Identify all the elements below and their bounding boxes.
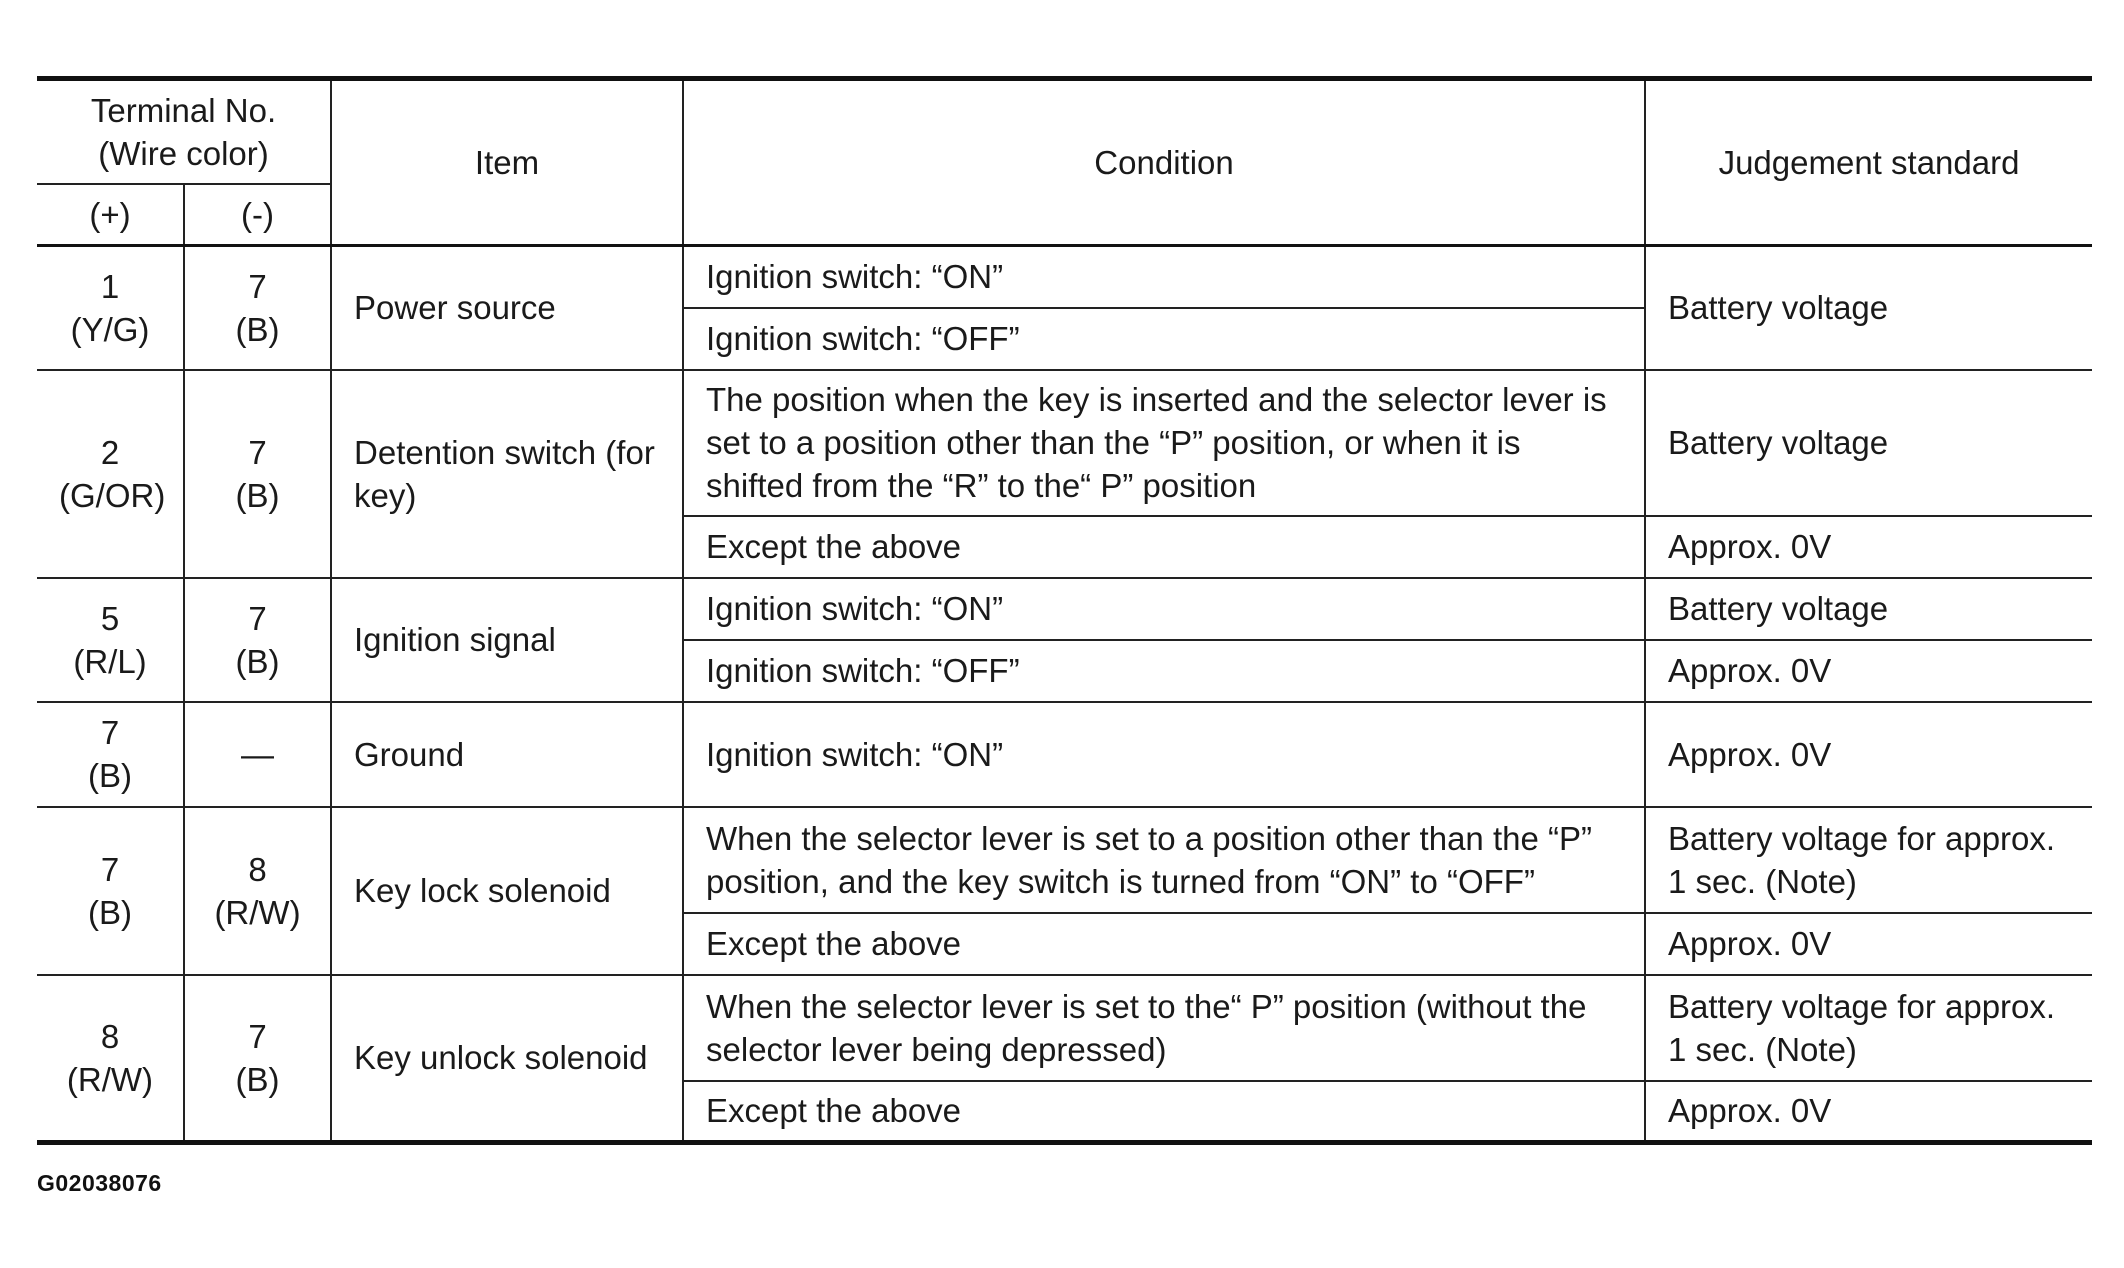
minus-terminal-cell: 7 (B) [184, 246, 331, 370]
judgement-header: Judgement standard [1645, 79, 2092, 246]
terminal-inspection-table [37, 76, 2092, 1145]
table-row [37, 807, 2092, 913]
judgement-cell: Battery voltage [1645, 578, 2092, 640]
judgement-cell: Approx. 0V [1645, 640, 2092, 702]
table-row [37, 246, 2092, 308]
condition-cell: Except the above [683, 516, 1645, 578]
item-cell: Key unlock solenoid [331, 975, 683, 1143]
terminal-no-label: Terminal No. [90, 91, 277, 129]
condition-cell: When the selector lever is set to a position other than the “P” position, and the key switch is turned from “ON” to “OFF” [683, 807, 1645, 913]
header-row [37, 79, 2092, 184]
terminal-no-header [37, 79, 331, 184]
condition-cell: Ignition switch: “ON” [683, 246, 1645, 308]
condition-cell: Ignition switch: “ON” [683, 578, 1645, 640]
item-cell: Power source [331, 246, 683, 370]
condition-cell: Ignition switch: “ON” [683, 702, 1645, 807]
plus-terminal-cell: 2 (G/OR) [37, 370, 184, 578]
judgement-cell: Battery voltage for approx. 1 sec. (Note) [1645, 975, 2092, 1081]
plus-terminal-header: (+) [37, 184, 184, 246]
plus-terminal-cell: 8 (R/W) [37, 975, 184, 1143]
item-cell: Detention switch (for key) [331, 370, 683, 578]
item-cell: Ground [331, 702, 683, 807]
table-row [37, 975, 2092, 1081]
condition-cell: Ignition switch: “OFF” [683, 640, 1645, 702]
item-cell: Key lock solenoid [331, 807, 683, 975]
item-header: Item [331, 79, 683, 246]
minus-terminal-cell: 8 (R/W) [184, 807, 331, 975]
minus-terminal-cell: 7 (B) [184, 370, 331, 578]
table-row [37, 578, 2092, 640]
judgement-cell: Approx. 0V [1645, 702, 2092, 807]
plus-terminal-cell: 5 (R/L) [37, 578, 184, 702]
figure-id: G02038076 [37, 1170, 162, 1196]
item-cell: Ignition signal [331, 578, 683, 702]
minus-terminal-cell: 7 (B) [184, 975, 331, 1143]
condition-cell: Except the above [683, 1081, 1645, 1143]
table-row [37, 370, 2092, 516]
plus-terminal-cell: 1 (Y/G) [37, 246, 184, 370]
judgement-cell: Approx. 0V [1645, 913, 2092, 975]
plus-terminal-cell: 7 (B) [37, 807, 184, 975]
condition-header: Condition [683, 79, 1645, 246]
condition-cell: The position when the key is inserted and the selector lever is set to a position other than the “P” position, or when it is shifted from the “R” to the“ P” position [683, 370, 1645, 516]
minus-terminal-cell: — [184, 702, 331, 807]
condition-cell: Except the above [683, 913, 1645, 975]
condition-cell: When the selector lever is set to the“ P” position (without the selector lever being depressed) [683, 975, 1645, 1081]
judgement-cell: Battery voltage [1645, 370, 2092, 516]
judgement-cell: Battery voltage [1645, 246, 2092, 370]
table-row [37, 702, 2092, 807]
terminal-spec-sheet [37, 76, 2092, 1145]
wire-color-label: (Wire color) [98, 134, 269, 172]
minus-terminal-cell: 7 (B) [184, 578, 331, 702]
judgement-cell: Battery voltage for approx. 1 sec. (Note) [1645, 807, 2092, 913]
condition-cell: Ignition switch: “OFF” [683, 308, 1645, 370]
minus-terminal-header: (-) [184, 184, 331, 246]
judgement-cell: Approx. 0V [1645, 516, 2092, 578]
judgement-cell: Approx. 0V [1645, 1081, 2092, 1143]
plus-terminal-cell: 7 (B) [37, 702, 184, 807]
